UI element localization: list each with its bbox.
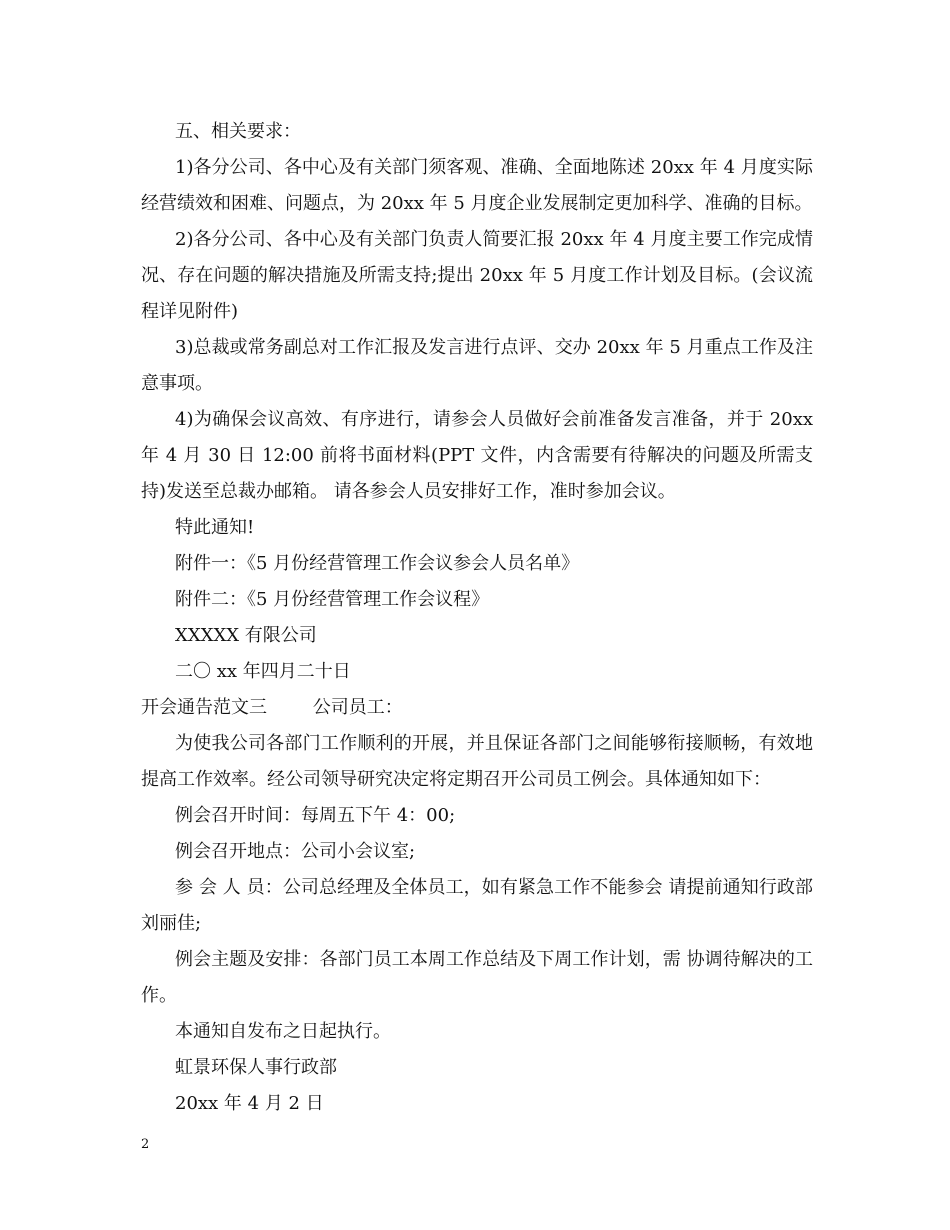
sample-three-heading: 开会通告范文三 公司员工： <box>141 697 403 718</box>
section-heading-requirements: 五、相关要求： <box>175 121 301 142</box>
company-signature: XXXXX 有限公司 <box>175 625 317 646</box>
meeting-agenda: 例会主题及安排：各部门员工本周工作总结及下周工作计划，需 协调待解决的工作。 <box>141 949 813 1006</box>
notice-closing: 特此通知! <box>175 517 255 538</box>
requirement-item-1: 1)各分公司、各中心及有关部门须客观、准确、全面地陈述 20xx 年 4 月度实际经营绩效和困难、问题点，为 20xx 年 5 月度企业发展制定更加科学、准确的目标。 <box>141 157 813 214</box>
meeting-attendees: 参 会 人 员：公司总经理及全体员工，如有紧急工作不能参会 请提前通知行政部刘丽佳; <box>141 877 813 934</box>
requirement-item-2: 2)各分公司、各中心及有关部门负责人简要汇报 20xx 年 4 月度主要工作完成情况、存在问题的解决措施及所需支持;提出 20xx 年 5 月度工作计划及目标。(会议流程详见附件) <box>141 229 813 322</box>
department-signature: 虹景环保人事行政部 <box>175 1057 337 1078</box>
requirement-item-3: 3)总裁或常务副总对工作汇报及发言进行点评、交办 20xx 年 5 月重点工作及注意事项。 <box>141 337 813 394</box>
document-body <box>141 114 813 1122</box>
attachment-1: 附件一：《5 月份经营管理工作会议参会人员名单》 <box>175 553 580 574</box>
meeting-purpose: 为使我公司各部门工作顺利的开展，并且保证各部门之间能够衔接顺畅，有效地提高工作效率。经公司领导研究决定将定期召开公司员工例会。具体通知如下： <box>141 733 813 790</box>
attachment-2: 附件二：《5 月份经营管理工作会议程》 <box>175 589 490 610</box>
meeting-location: 例会召开地点：公司小会议室; <box>175 841 416 862</box>
meeting-time: 例会召开时间：每周五下午 4：00; <box>175 805 456 826</box>
effective-note: 本通知自发布之日起执行。 <box>175 1021 391 1042</box>
department-date: 20xx 年 4 月 2 日 <box>175 1093 324 1114</box>
signature-date: 二〇 xx 年四月二十日 <box>175 661 351 682</box>
requirement-item-4: 4)为确保会议高效、有序进行，请参会人员做好会前准备发言准备，并于 20xx 年 4 月 30 日 12:00 前将书面材料(PPT 文件，内含需要有待解决的问题及所需支持)发送至总裁办邮箱。 请各参会人员安排好工作，准时参加会议。 <box>141 409 813 502</box>
page-number: 2 <box>141 1137 150 1152</box>
